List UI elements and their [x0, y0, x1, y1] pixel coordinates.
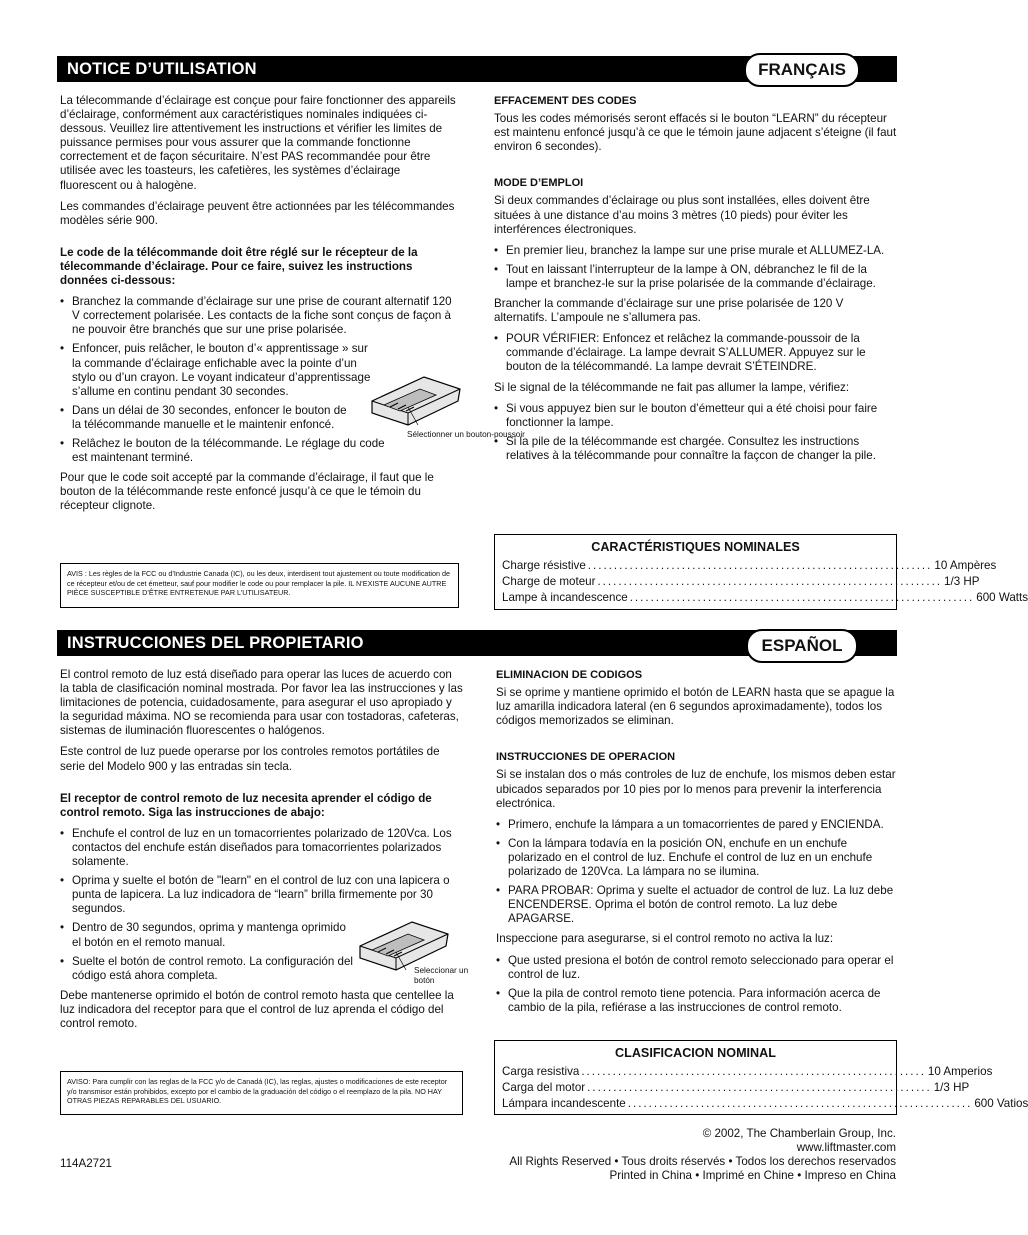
- printed-text: Printed in China • Imprimé en Chine • Impreso en China: [609, 1169, 896, 1183]
- list-item: • Relâchez le bouton de la télécommande. Le réglage du code est maintenant terminé.: [60, 437, 460, 465]
- spanish-intro-paragraph: El control remoto de luz está diseñado para operar las luces de acuerdo con la tabla de clasificación nominal mostrada. Por favor lea las instrucciones y las limitaciones de potencia, cuidadosamente, para asegurar el uso apropiado y la seguridad máxima. NO se recomienda para usar con tostadoras, cafeteras, sistemas de iluminación fluorescentes o halógenos.: [60, 668, 463, 738]
- spanish-after-steps: Debe mantenerse oprimido el botón de control remoto hasta que centellee la luz indicadora del receptor para que el control de luz aprenda el código del control remoto.: [60, 988, 454, 1030]
- spanish-check-text: Inspeccione para asegurarse, si el control remoto no activa la luz:: [496, 932, 834, 946]
- list-item: • POUR VÉRIFIER: Enfoncez et relâchez la commande-poussoir de la commande d’éclairage. La lampe devrait S’ALLUMER. Appuyez sur le bouton de la télécommandé. La lampe devrait S’ÉTEINDRE.: [494, 332, 898, 374]
- spanish-specs-table: [494, 1040, 1028, 1115]
- table-row: [495, 1064, 993, 1080]
- list-item: • Que usted presiona el botón de control remoto seleccionado para operar el control de luz.: [496, 954, 900, 982]
- list-item: • Oprima y suelte el botón de "learn" en el control de luz con una lapicera o punta de lapicera. La luz indicadora de “learn” brilla firmemente por 30 segundos.: [60, 874, 464, 916]
- list-item: • Suelte el botón de control remoto. La configuración del código está ahora completa.: [60, 955, 464, 983]
- spanish-specs-title: CLASIFICACION NOMINAL: [615, 1046, 776, 1060]
- french-erase-text: Tous les codes mémorisés seront effacés si le bouton “LEARN” du récepteur est maintenu enfoncé jusqu’à ce que le témoin jaune adjacent s’éteigne (il faut environ 6 secondes).: [494, 112, 897, 154]
- leader-dots: ..................................................................: [581, 1065, 926, 1078]
- spec-label: Lámpara incandescente: [502, 1096, 626, 1110]
- spanish-section-title: INSTRUCCIONES DEL PROPIETARIO: [67, 634, 364, 652]
- table-row: [495, 1080, 970, 1096]
- french-specs-table: [494, 534, 1028, 610]
- spec-value: 600 Vatios: [974, 1096, 1028, 1110]
- spanish-mode-heading: INSTRUCCIONES DE OPERACION: [496, 751, 676, 764]
- spanish-erase-text: Si se oprime y mantiene oprimido el botón de LEARN hasta que se apague la luz amarilla indicadora lateral (en 6 segundos aproximadamente), todos los códigos memorizados se eliminan.: [496, 686, 895, 728]
- spanish-left-column: [60, 668, 464, 1038]
- leader-dots: ..................................................................: [587, 1080, 932, 1094]
- french-language-tab: FRANÇAIS: [744, 53, 860, 87]
- copyright-text: © 2002, The Chamberlain Group, Inc.: [702, 1127, 896, 1140]
- list-item: • Dans un délai de 30 secondes, enfoncer le bouton de la télécommande manuelle et le maintenir enfoncé.: [60, 404, 460, 432]
- list-item: • Si vous appuyez bien sur le bouton d’émetteur qui a été choisi pour faire fonctionner la lampe.: [494, 402, 898, 430]
- list-item: • En premier lieu, branchez la lampe sur une prise murale et ALLUMEZ-LA.: [494, 244, 898, 258]
- list-item: • Dentro de 30 segundos, oprima y mantenga oprimido el botón en el remoto manual.: [60, 921, 464, 949]
- spanish-intro-paragraph-2: Este control de luz puede operarse por los controles remotos portátiles de serie del Modelo 900 y las entradas sin tecla.: [60, 745, 440, 773]
- rights-text: All Rights Reserved • Tous droits réservés • Todos los derechos reservados: [509, 1155, 896, 1169]
- french-fcc-notice: AVIS : Les règles de la FCC ou d’Industrie Canada (IC), ou les deux, interdisent tout ajustement ou toute modification de ce récepteur et/ou de cet émetteur, sauf pour modifier le code ou pour remplacer la pile. IL N’EXISTE AUCUNE AUTRE PIÈCE SUSCEPTIBLE D’ÊTRE ENTRETENUE PAR L’UTILISATEUR.: [60, 563, 459, 608]
- spanish-language-tab: ESPAÑOL: [746, 629, 858, 663]
- spec-value: 1/3 HP: [933, 1080, 970, 1094]
- spanish-illustration-caption: Seleccionar un botón: [414, 966, 469, 985]
- spec-value: 10 Ampères: [934, 559, 997, 572]
- remote-control-illustration: [368, 367, 464, 429]
- french-mode-text: Si deux commandes d’éclairage ou plus sont installées, elles doivent être situées à une distance d’au moins 3 mètres (10 pieds) pour éviter les interférences électroniques.: [494, 194, 870, 236]
- list-item: • PARA PROBAR: Oprima y suelte el actuador de control de luz. La luz debe ENCENDERSE. Oprima el botón de control remoto. La luz debe APAGARSE.: [496, 884, 900, 926]
- spanish-erase-heading: ELIMINACION DE CODIGOS: [496, 669, 643, 681]
- spanish-learn-heading: El receptor de control remoto de luz necesita aprender el código de control remoto. Siga las instrucciones de abajo:: [60, 791, 432, 819]
- footer-block: [509, 1127, 896, 1183]
- list-item: • Enchufe el control de luz en un tomacorrientes polarizado de 120Vca. Los contactos del enchufe están diseñados para tomacorrientes polarizados solamente.: [60, 827, 464, 869]
- french-mode-heading: MODE D’EMPLOI: [494, 177, 584, 190]
- table-row: [495, 558, 997, 574]
- leader-dots: ..................................................................: [587, 559, 933, 572]
- spec-label: Charge de moteur: [502, 574, 596, 588]
- list-item: • Si la pile de la télécommande est chargée. Consultez les instructions relatives à la télécommande pour connaître la façcon de changer la pile.: [494, 435, 898, 463]
- website-text: www.liftmaster.com: [796, 1141, 896, 1155]
- french-intro-paragraph-2: Les commandes d’éclairage peuvent être actionnées par les télécommandes modèles série 900.: [60, 199, 455, 227]
- french-plug-text: Brancher la commande d’éclairage sur une prise polarisée de 120 V alternatifs. L’ampoule ne s’allumera pas.: [494, 297, 844, 325]
- spanish-right-column: [496, 668, 900, 1021]
- table-row: [495, 590, 1028, 606]
- spanish-fcc-notice: AVISO: Para cumplir con las reglas de la FCC y/o de Canadá (IC), las reglas, ajustes o modificaciones de este receptor y/o transmisor están prohibidos, excepto por el cambio de la graduación del código o el reemplazo de la pila. NO HAY OTRAS PIEZAS REPARABLES DEL USUARIO.: [60, 1071, 463, 1115]
- spec-value: 600 Watts: [976, 590, 1028, 604]
- spanish-mode-bullets: [496, 818, 900, 927]
- french-erase-heading: EFFACEMENT DES CODES: [494, 95, 637, 107]
- table-row: [495, 574, 980, 590]
- list-item: • Branchez la commande d’éclairage sur une prise de courant alternatif 120 V correctement polarisée. Les contacts de la fiche sont conçus de façon à ne pouvoir être branchés que sur une prise polarisée.: [60, 295, 460, 337]
- spec-value: 1/3 HP: [944, 574, 980, 588]
- list-item: • Que la pila de control remoto tiene potencia. Para información acerca de cambio de la pila, refiérase a las instrucciones de control remoto.: [496, 987, 900, 1015]
- french-right-column: [494, 94, 898, 469]
- leader-dots: ..................................................................: [597, 574, 943, 588]
- spanish-check-bullets: [496, 954, 900, 1015]
- list-item: • Con la lámpara todavía en la posición ON, enchufe en un enchufe polarizado en el control de luz. Enchufe el control de luz en un enchufe polarizado de 120Vca. La lámpara no se ilumina.: [496, 837, 900, 879]
- spec-label: Carga del motor: [502, 1080, 586, 1094]
- leader-dots: ..................................................................: [627, 1096, 973, 1110]
- french-section-title: NOTICE D’UTILISATION: [67, 60, 257, 78]
- french-intro-paragraph: La télecommande d’éclairage est conçue pour faire fonctionner des appareils d’éclairage, conformément aux caractéristiques nominales indiquées ci-dessous. Veuillez lire attentivement les instructions et vérifier les limites de puissance permises pour vous assurer que la commande fonctionne correctement et de façon sécuritaire. N’est PAS recommandée pour être utilisée avec les toasteurs, les cafetières, les systèmes d’éclairage fluorescent ou à halogène.: [60, 94, 456, 192]
- french-illustration-caption: Sélectionner un bouton-poussoir: [407, 430, 525, 439]
- french-check-bullets: [494, 402, 898, 463]
- french-specs-title: CARACTÉRISTIQUES NOMINALES: [591, 540, 800, 554]
- list-item: • Primero, enchufe la lámpara a un tomacorrientes de pared y ENCIENDA.: [496, 818, 900, 832]
- french-check-text: Si le signal de la télécommande ne fait pas allumer la lampe, vérifiez:: [494, 380, 850, 394]
- table-row: [495, 1096, 1028, 1112]
- list-item: • Tout en laissant l’interrupteur de la lampe à ON, débranchez le fil de la lampe et branchez-le sur la prise polarisée de la commande d’éclairage.: [494, 263, 898, 291]
- leader-dots: ..................................................................: [629, 590, 975, 604]
- spec-label: Charge résistive: [502, 559, 586, 572]
- spec-label: Lampe à incandescence: [502, 590, 628, 604]
- french-left-column: [60, 94, 460, 520]
- french-learn-heading: Le code de la télécommande doit être réglé sur le récepteur de la télecommande d’éclairage. Pour ce faire, suivez les instructions données ci-dessous:: [60, 245, 418, 288]
- part-number: 114A2721: [60, 1157, 113, 1170]
- spec-value: 10 Amperios: [927, 1065, 993, 1078]
- list-item: • Enfoncer, puis relâcher, le bouton d’« apprentissage » sur la commande d’éclairage enfichable avec la pointe d’un stylo ou d’un crayon. Le voyant indicateur d’apprentissage s’allume en continu pendant 30 secondes.: [60, 342, 460, 398]
- french-verify-bullets: [494, 332, 898, 374]
- remote-control-illustration: [356, 912, 452, 974]
- french-after-steps: Pour que le code soit accepté par la commande d’éclairage, il faut que le bouton de la télécommande reste enfoncé jusqu’à ce que le témoin du récepteur clignote.: [60, 471, 434, 513]
- french-mode-bullets: [494, 244, 898, 291]
- spanish-mode-text: Si se instalan dos o más controles de luz de enchufe, los mismos deben estar ubicados separados por 10 pies por lo menos para prevenir la interferencia electrónica.: [496, 768, 896, 810]
- spec-label: Carga resistiva: [502, 1065, 580, 1078]
